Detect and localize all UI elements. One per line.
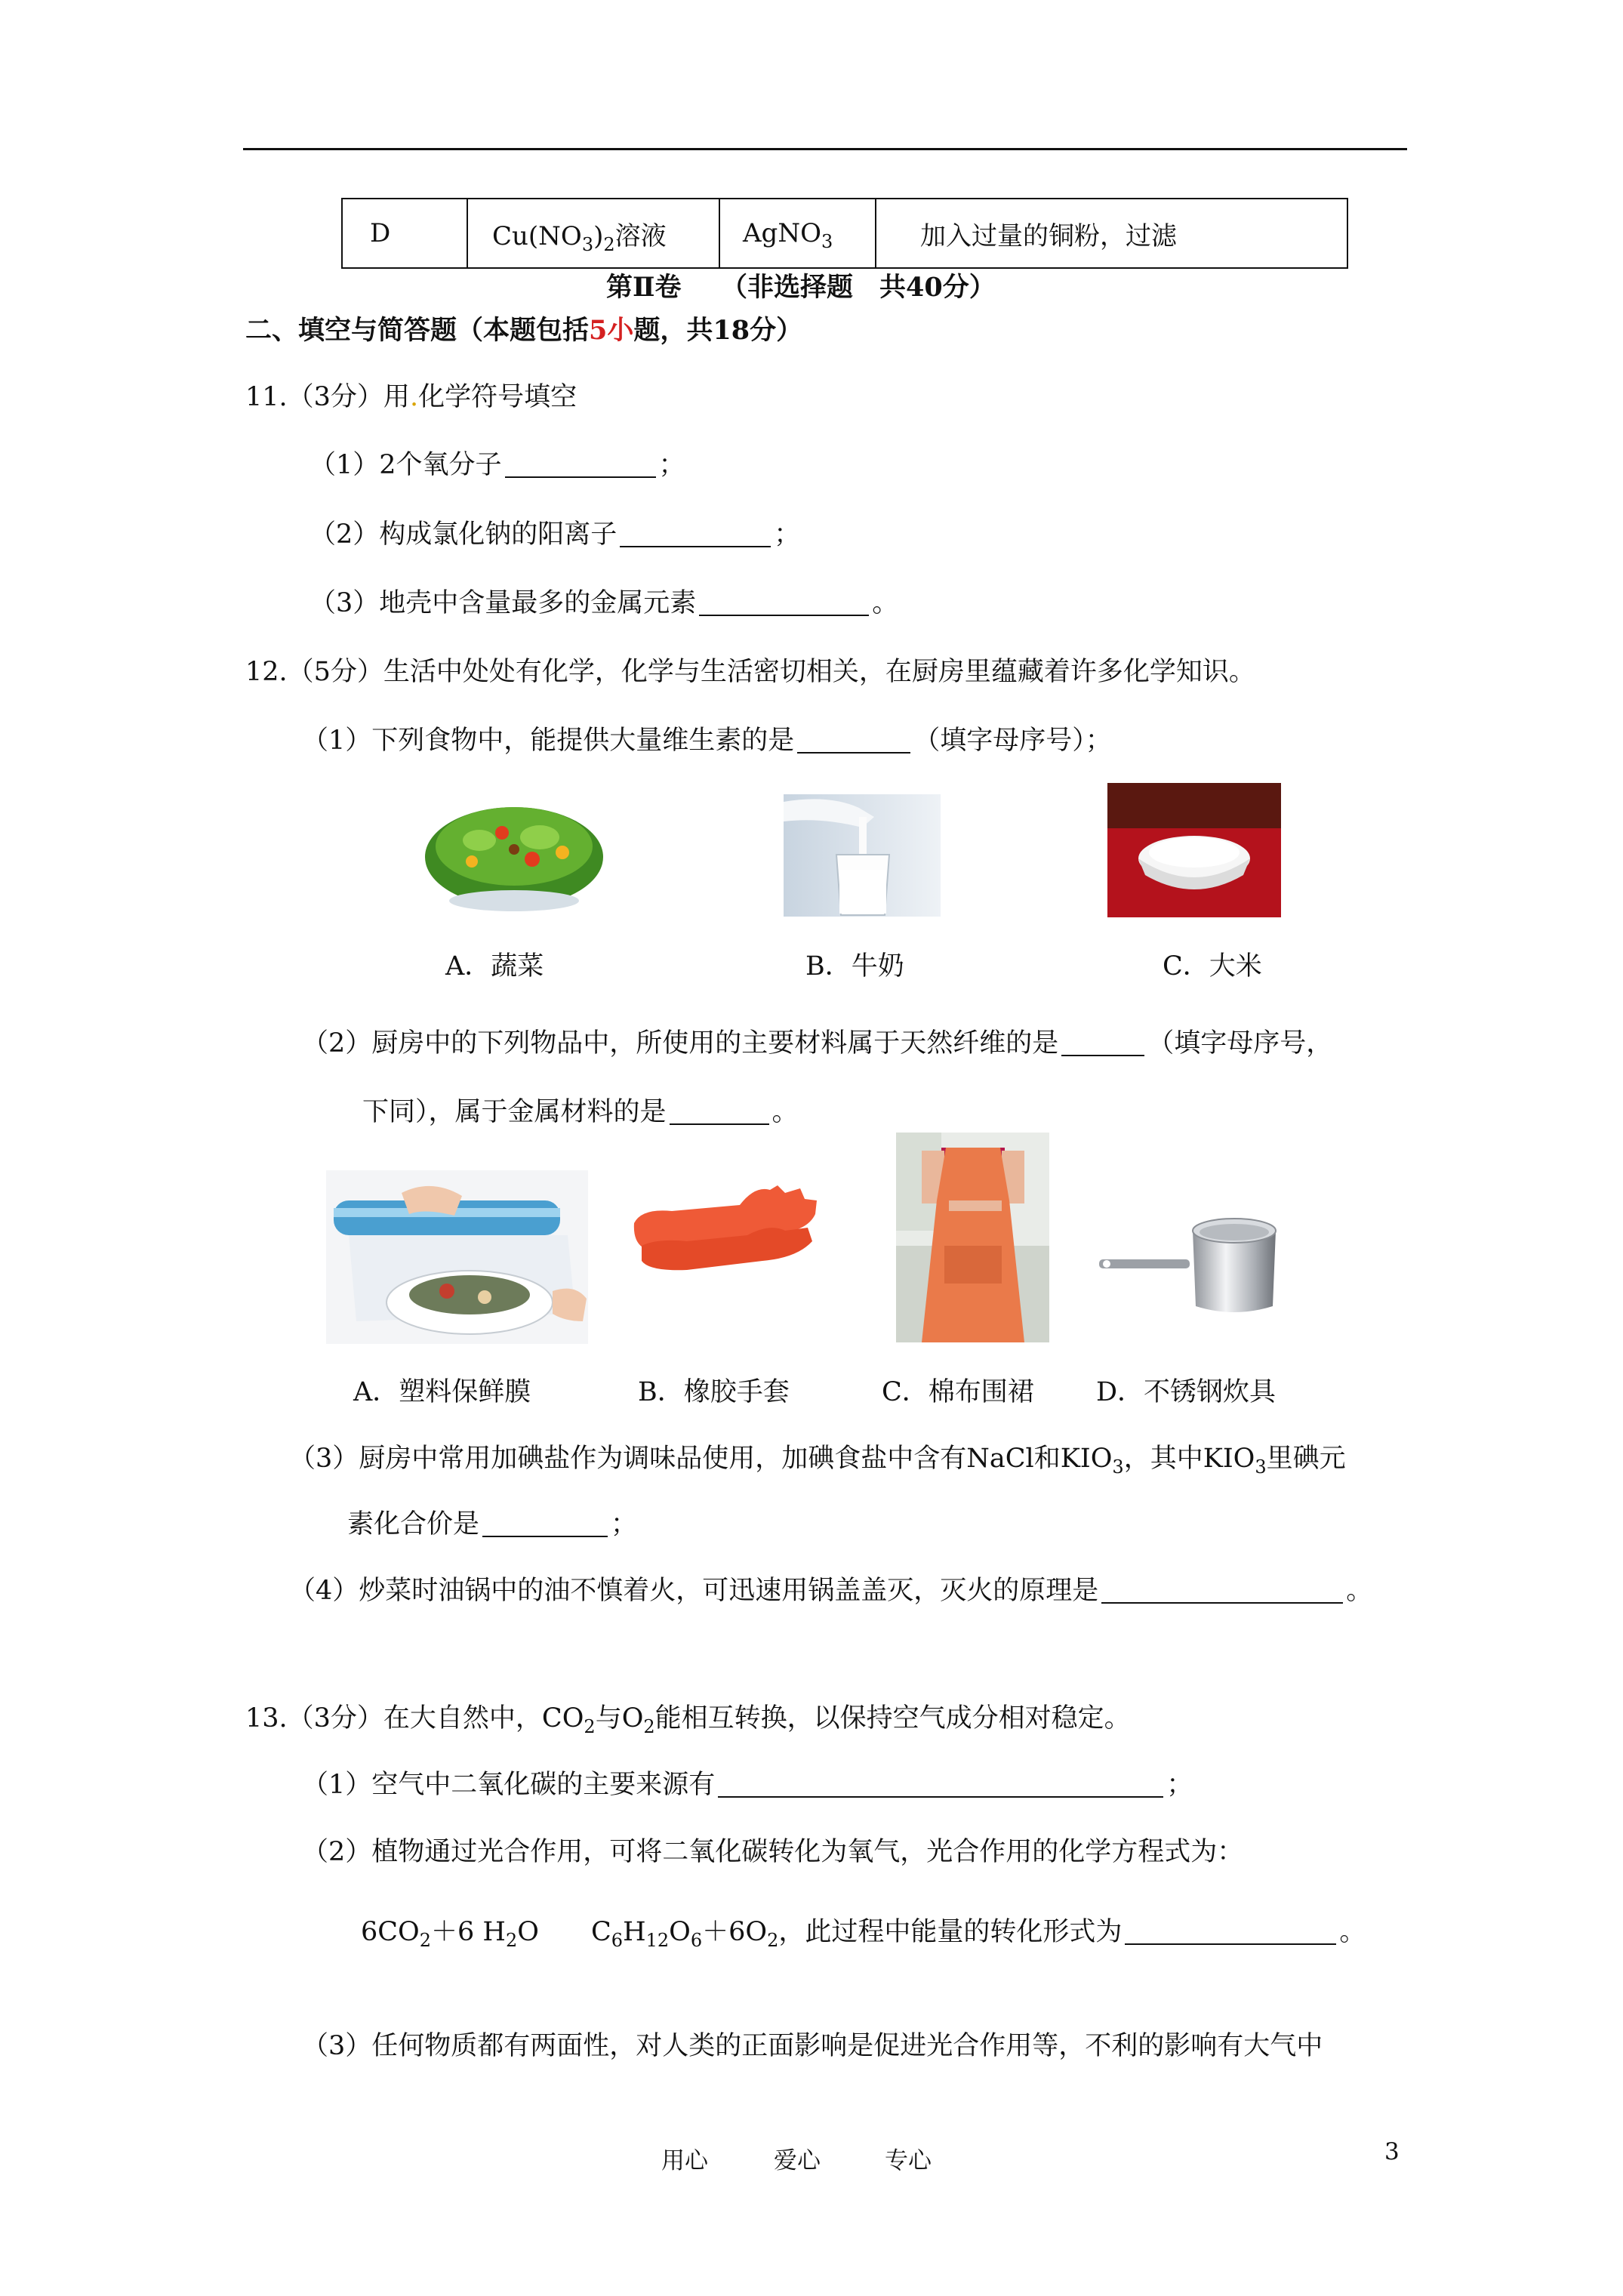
page-number: 3 [1384,2138,1400,2165]
rice-image [1107,783,1281,917]
q13-sub2: （2）植物通过光合作用，可将二氧化碳转化为氧气，光合作用的化学方程式为： [302,1837,1244,1867]
q12-sub3-line1: （3）厨房中常用加碘盐作为调味品使用，加碘食盐中含有NaCl和$KIO_3$，其中$KIO_3$里碘元 [289,1444,1346,1478]
answer-blank[interactable] [482,1510,608,1537]
options-table [341,198,1348,269]
answer-blank[interactable] [505,451,656,478]
food-caption-b: B．牛奶 [805,951,904,982]
q11-stem: 11.（3分）用.化学符号填空 [245,382,577,412]
stainless-pot-image [1095,1208,1292,1321]
photosynthesis-equation-left: $6CO_2+6$ $H_2O$ [361,1917,539,1951]
plastic-wrap-image [326,1170,588,1344]
food-caption-a: A．蔬菜 [445,951,544,982]
table-cell-label: D [342,199,467,268]
section-title: 第Ⅱ卷 （非选择题 共40分） [606,272,996,303]
q12-sub2-line1: （2）厨房中的下列物品中，所使用的主要材料属于天然纤维的是 （填字母序号， [302,1028,1333,1059]
answer-blank[interactable] [670,1098,769,1125]
rubber-gloves-image [627,1178,824,1276]
item-caption-a: A．塑料保鲜膜 [353,1377,531,1407]
q13-stem: 13.（3分）在大自然中，$CO_2$与$O_2$能相互转换，以保持空气成分相对稳定。 [245,1703,1131,1737]
table-cell-substance: $Cu(NO_3)_2$溶液 [467,199,719,268]
part2-heading: 二、填空与简答题（本题包括5小题，共18分） [245,315,803,346]
q11-sub2: （2）构成氯化钠的阳离子 ； [310,519,801,550]
item-caption-b: B．橡胶手套 [638,1377,790,1407]
answer-blank[interactable] [620,520,771,547]
footer-word: 爱心 [774,2147,821,2174]
footer-word: 专心 [885,2147,932,2174]
q12-sub2-line2: 下同），属于金属材料的是 。 [362,1097,799,1127]
q11-sub3: （3）地壳中含量最多的金属元素 。 [310,588,899,618]
cotton-apron-image [896,1133,1049,1342]
item-caption-c: C．棉布围裙 [882,1377,1034,1407]
table-row [342,199,1347,268]
item-caption-d: D．不锈钢炊具 [1096,1377,1277,1407]
answer-blank[interactable] [1101,1576,1343,1604]
table-cell-method: 加入过量的铜粉，过滤 [876,199,1347,268]
header-rule [243,148,1407,150]
answer-blank[interactable] [1125,1918,1336,1945]
q12-sub4: （4）炒菜时油锅中的油不慎着火，可迅速用锅盖盖灭，灭火的原理是 。 [289,1576,1373,1606]
food-caption-c: C．大米 [1163,951,1262,982]
answer-blank[interactable] [718,1771,1163,1798]
q12-sub3-line2: 素化合价是 ； [347,1509,638,1539]
answer-blank[interactable] [699,589,869,616]
q13-sub1: （1）空气中二氧化碳的主要来源有 ； [302,1770,1193,1800]
answer-blank[interactable] [1061,1029,1144,1056]
photosynthesis-equation-right: $C_6H_{12}O_6+6O_2$，此过程中能量的转化形式为 。 [591,1917,1366,1951]
q11-sub1: （1）2个氧分子 ； [310,450,685,480]
q12-stem: 12.（5分）生活中处处有化学，化学与生活密切相关，在厨房里蕴藏着许多化学知识。 [245,657,1255,687]
answer-blank[interactable] [797,726,910,754]
q13-sub3: （3）任何物质都有两面性，对人类的正面影响是促进光合作用等，不利的影响有大气中 [302,2031,1323,2061]
table-cell-impurity: AgNO$_3$ [719,199,876,268]
milk-image [784,794,941,917]
salad-image [419,787,609,916]
q12-sub1: （1）下列食物中，能提供大量维生素的是 （填字母序号）； [302,726,1112,756]
footer-word: 用心 [661,2147,708,2174]
